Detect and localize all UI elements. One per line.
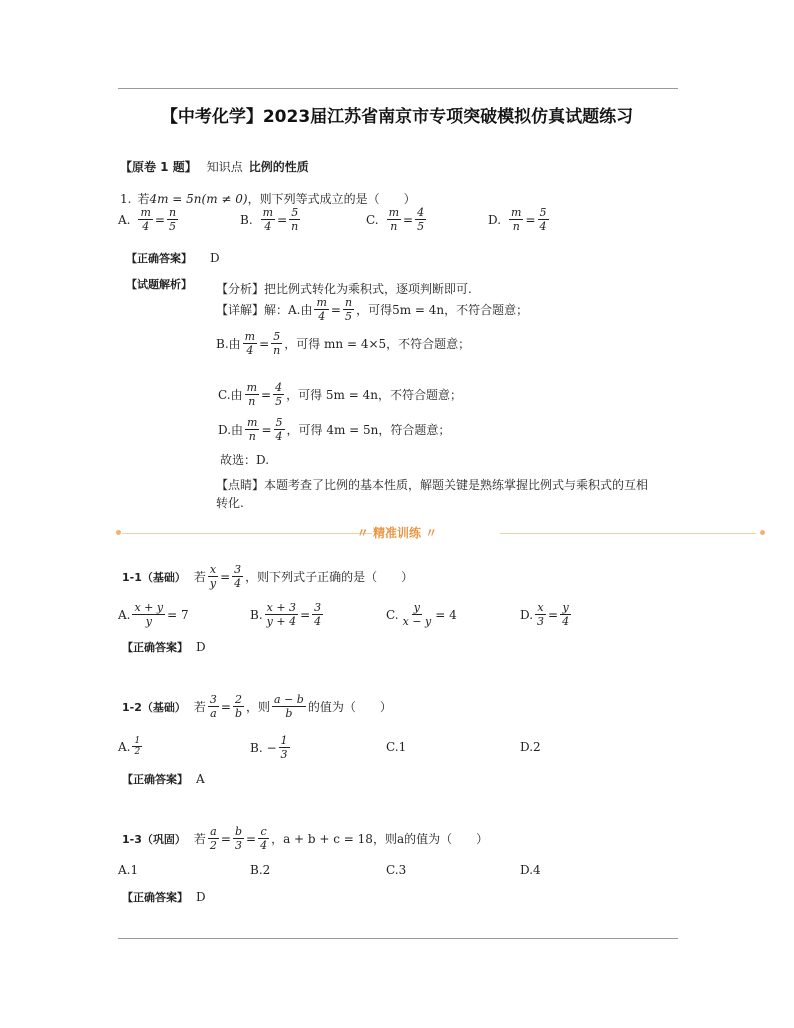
denominator: x − y [402, 615, 432, 628]
numerator: 5 [273, 330, 281, 343]
fraction [289, 206, 300, 233]
denominator: y [145, 615, 152, 628]
fraction [245, 416, 259, 443]
fraction [274, 416, 285, 443]
answer-value: D [196, 890, 206, 904]
banner-text: 精准训练 [372, 526, 421, 540]
knowledge-point-label: 知识点 [206, 160, 243, 174]
numerator: 4 [417, 206, 425, 219]
numerator: 1 [280, 734, 288, 747]
denominator: b [234, 707, 242, 720]
stem-post: ，a + b + c = 18，则a的值为（ ） [271, 832, 489, 846]
fraction [265, 601, 298, 628]
option-text: C.1 [386, 740, 407, 754]
denominator: 5 [417, 220, 425, 233]
fraction [138, 206, 152, 233]
section-banner [0, 524, 794, 541]
numerator: m [511, 206, 522, 219]
denominator: 4 [539, 220, 547, 233]
leaf-icon: 〃 [356, 526, 369, 540]
stem-pre: 若 [193, 700, 206, 714]
option-label: B. − [250, 740, 277, 755]
numerator: 5 [291, 206, 299, 219]
q1-stem-post: ，则下列等式成立的是（ ） [247, 192, 416, 206]
option-label: D. [488, 212, 502, 227]
fraction [132, 601, 165, 628]
p3-option-c [386, 863, 406, 877]
p3-option-a [118, 863, 138, 877]
stem-mid: ，则 [246, 700, 271, 714]
fraction [343, 296, 354, 323]
analysis-fenxi [216, 280, 472, 297]
denominator: a [210, 707, 217, 720]
numerator: m [262, 206, 274, 219]
option-label: C. [386, 607, 399, 622]
q1-number: 1. [120, 191, 132, 206]
numerator: y [562, 601, 569, 614]
denominator: y + 4 [266, 615, 297, 628]
fraction [208, 825, 219, 852]
p3-answer [122, 889, 206, 905]
analysis-dianjing-line2: 转化. [216, 496, 244, 510]
p1-answer [122, 639, 206, 655]
denominator: 2 [209, 839, 217, 852]
fraction [272, 693, 306, 720]
denominator: 4 [260, 839, 268, 852]
answer-label: 【正确答案】 [122, 891, 188, 904]
option-text: D.4 [520, 863, 541, 877]
option-label: D. [520, 607, 534, 622]
numerator: m [388, 206, 400, 219]
numerator: m [140, 206, 151, 219]
numerator: a − b [274, 693, 304, 706]
denominator: 4 [275, 430, 283, 443]
answer-value: A [196, 772, 205, 786]
header-rule [118, 88, 678, 89]
answer-value: D [196, 640, 206, 654]
denominator: n [512, 220, 520, 233]
p1-option-b: B. $\frac{x + 3}{y + 4}$ = $\frac{3}{4}$ [250, 601, 322, 628]
equals-sign: = [220, 569, 231, 584]
denominator: 5 [275, 395, 283, 408]
footer-rule [118, 938, 678, 939]
p3-stem: 1-3（巩固） 若 $\frac{a}{2}$ = $\frac{b}{3}$ = $\frac{c}{4}$ ，a + b + c = 18，则a的值为（ ） [122, 825, 489, 852]
p1-stem [122, 563, 413, 590]
fraction [261, 206, 275, 233]
numerator: 3 [314, 601, 322, 614]
answer-label: 【正确答案】 [122, 773, 188, 786]
stem-post: 的值为（ ） [307, 700, 392, 714]
numerator: 5 [539, 206, 547, 219]
source-tag: 【原卷 1 题】 [120, 160, 197, 174]
denominator: 4 [234, 577, 242, 590]
fraction [132, 736, 142, 757]
analysis-a-result: ，可得5m = 4n，不符合题意； [356, 303, 529, 317]
stem-pre: 若 [193, 832, 206, 846]
denominator: n [273, 344, 281, 357]
fraction [233, 825, 244, 852]
numerator: b [234, 825, 242, 838]
question-meta [120, 158, 309, 175]
practice-tag: 1-2（基础） [122, 700, 186, 714]
denominator: 4 [264, 220, 272, 233]
numerator: m [247, 416, 258, 429]
fraction [314, 296, 328, 323]
option-text: C.3 [386, 863, 407, 877]
practice-tag: 1-3（巩固） [122, 832, 186, 846]
fraction [208, 693, 219, 720]
numerator: x [209, 563, 217, 576]
answer-label: 【正确答案】 [122, 641, 188, 654]
q1-condition: 4m = 5n(m ≠ 0) [149, 191, 248, 206]
analysis-c-pre: C.由 [218, 388, 243, 402]
denominator: 3 [537, 615, 545, 628]
numerator: m [316, 296, 327, 309]
denominator: 4 [142, 220, 150, 233]
fraction [279, 734, 290, 761]
stem-pre: 若 [193, 570, 206, 584]
denominator: 5 [345, 310, 353, 323]
analysis-c: C.由 $\frac{m}{n}$ = $\frac{4}{5}$ ，可得 5m = 4n，不符合题意； [218, 381, 462, 408]
fraction [273, 381, 284, 408]
numerator: a [210, 825, 217, 838]
p2-option-c [386, 740, 406, 754]
option-label: A. [118, 212, 131, 227]
numerator: 3 [209, 693, 217, 706]
fraction [245, 381, 259, 408]
option-text: A.1 [118, 863, 139, 877]
knowledge-point-value: 比例的性质 [248, 160, 309, 174]
analysis-a: 【详解】解：A.由 $\frac{m}{4}$ = $\frac{n}{5}$ ，可得5m = 4n，不符合题意； [216, 296, 529, 323]
numerator: y [413, 601, 420, 614]
numerator: 5 [275, 416, 283, 429]
denominator: 4 [318, 310, 326, 323]
option-label: C. [366, 212, 379, 227]
leaf-icon: 〃 [425, 526, 438, 540]
answer-label: 【正确答案】 [126, 252, 192, 265]
answer-value: D [210, 251, 220, 265]
q1-stem [120, 190, 416, 207]
option-text: D.2 [520, 740, 541, 754]
p2-stem: 1-2（基础） 若 $\frac{3}{a}$ = $\frac{2}{b}$ ，则 $\frac{a - b}{b}$ 的值为（ ） [122, 693, 392, 720]
numerator: 2 [234, 693, 242, 706]
denominator: y [209, 577, 217, 590]
numerator: 3 [234, 563, 242, 576]
q1-analysis-label [126, 276, 192, 292]
q1-option-a: A. $\frac{m}{4}$ = $\frac{n}{5}$ [118, 206, 177, 233]
option-label: B. [240, 212, 253, 227]
p1-option-d: D. $\frac{x}{3}$ = $\frac{y}{4}$ [520, 601, 570, 628]
fraction [232, 563, 243, 590]
analysis-choose-text: 故选：D. [220, 453, 270, 467]
p2-option-d [520, 740, 541, 754]
stem-post: ，则下列式子正确的是（ ） [245, 570, 414, 584]
p1-option-c [386, 601, 457, 628]
denominator: b [285, 707, 293, 720]
numerator: 1 [134, 736, 141, 746]
analysis-choose [220, 451, 269, 468]
p3-option-d [520, 863, 541, 877]
fraction [401, 601, 434, 628]
q1-option-b: B. $\frac{m}{4}$ = $\frac{5}{n}$ [240, 206, 299, 233]
numerator: c [260, 825, 267, 838]
q1-option-c: C. $\frac{m}{n}$ = $\frac{4}{5}$ [366, 206, 425, 233]
analysis-c-result: ，可得 5m = 4n，不符合题意； [286, 388, 462, 402]
p2-option-b [250, 734, 292, 761]
analysis-b: B.由 $\frac{m}{4}$ = $\frac{5}{n}$ ，可得 mn = 4×5，不符合题意； [216, 330, 471, 357]
numerator: m [244, 330, 256, 343]
rhs: = 4 [435, 607, 457, 622]
analysis-fenxi-text: 【分析】把比例式转化为乘积式，逐项判断即可. [216, 282, 472, 296]
rhs: = 7 [167, 607, 189, 622]
analysis-label: 【试题解析】 [126, 278, 192, 291]
analysis-d-pre: D.由 [218, 423, 244, 437]
fraction [271, 330, 282, 357]
denominator: n [291, 220, 299, 233]
fraction [233, 693, 244, 720]
analysis-b-result: ，可得 mn = 4×5，不符合题意； [284, 337, 471, 351]
fraction [387, 206, 401, 233]
fraction [167, 206, 178, 233]
p2-answer [122, 771, 205, 787]
fraction [415, 206, 426, 233]
page-title: 【中考化学】2023届江苏省南京市专项突破模拟仿真试题练习 [160, 107, 634, 127]
numerator: n [344, 296, 353, 309]
option-text: B.2 [250, 863, 271, 877]
fraction [258, 825, 269, 852]
p1-option-a [118, 601, 189, 628]
denominator: 5 [169, 220, 177, 233]
fraction [535, 601, 546, 628]
fraction [208, 563, 218, 590]
fraction [538, 206, 549, 233]
denominator: n [390, 220, 398, 233]
denominator: 4 [314, 615, 322, 628]
option-label: B. [250, 607, 263, 622]
denominator: n [248, 395, 256, 408]
p3-option-b [250, 863, 270, 877]
numerator: n [168, 206, 177, 219]
analysis-dianjing [216, 476, 648, 493]
numerator: x [537, 601, 544, 614]
analysis-d-result: ，可得 4m = 5n，符合题意； [286, 423, 451, 437]
practice-tag: 1-1（基础） [122, 570, 186, 584]
q1-stem-pre: 若 [137, 192, 150, 206]
numerator: x + 3 [266, 601, 297, 614]
q1-option-d: D. $\frac{m}{n}$ = $\frac{5}{4}$ [488, 206, 547, 233]
denominator: 3 [280, 748, 288, 761]
fraction [312, 601, 323, 628]
fraction [243, 330, 257, 357]
analysis-dianjing-line1: 【点睛】本题考查了比例的基本性质，解题关键是熟练掌握比例式与乘积式的互相 [216, 478, 649, 492]
fraction [560, 601, 571, 628]
denominator: 3 [234, 839, 242, 852]
analysis-b-pre: B.由 [216, 337, 241, 351]
option-label: A. [118, 739, 131, 754]
analysis-a-pre: 【详解】解：A.由 [216, 303, 313, 317]
analysis-d: D.由 $\frac{m}{n}$ = $\frac{5}{4}$ ，可得 4m = 5n，符合题意； [218, 416, 451, 443]
fraction [509, 206, 523, 233]
denominator: 4 [562, 615, 570, 628]
numerator: m [246, 381, 258, 394]
p2-option-a [118, 736, 144, 757]
numerator: 4 [275, 381, 283, 394]
numerator: x + y [134, 601, 164, 614]
analysis-dianjing-2 [216, 494, 244, 511]
denominator: n [248, 430, 256, 443]
q1-answer [126, 250, 220, 266]
denominator: 4 [246, 344, 254, 357]
option-label: A. [118, 607, 131, 622]
denominator: 2 [134, 747, 141, 757]
